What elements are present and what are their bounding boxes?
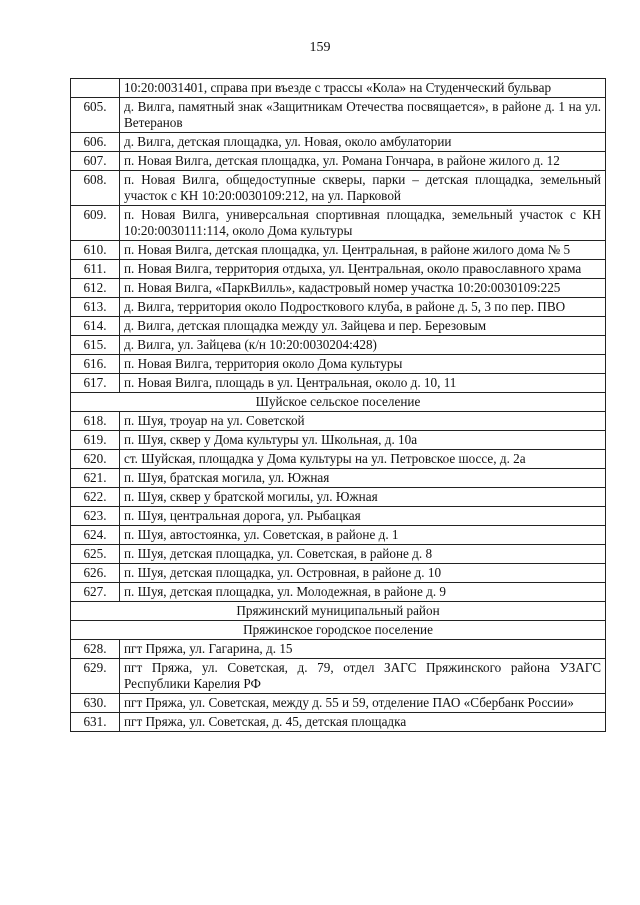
row-number: 626. — [71, 564, 120, 583]
section-heading-row — [71, 393, 606, 412]
row-number: 614. — [71, 317, 120, 336]
table-row — [71, 241, 606, 260]
row-number: 619. — [71, 431, 120, 450]
row-description: п. Шуя, сквер у Дома культуры ул. Школьная, д. 10а — [120, 431, 606, 450]
row-description: п. Шуя, троуар на ул. Советской — [120, 412, 606, 431]
table-row — [71, 133, 606, 152]
row-number: 629. — [71, 659, 120, 694]
row-number: 608. — [71, 171, 120, 206]
table-row — [71, 488, 606, 507]
table-row — [71, 152, 606, 171]
table-row — [71, 374, 606, 393]
table-row — [71, 79, 606, 98]
row-description: д. Вилга, детская площадка между ул. Зайцева и пер. Березовым — [120, 317, 606, 336]
row-description: ст. Шуйская, площадка у Дома культуры на ул. Петровское шоссе, д. 2а — [120, 450, 606, 469]
row-description: п. Шуя, центральная дорога, ул. Рыбацкая — [120, 507, 606, 526]
row-number — [71, 79, 120, 98]
table-row — [71, 336, 606, 355]
table-row — [71, 545, 606, 564]
table-row — [71, 317, 606, 336]
row-description: пгт Пряжа, ул. Советская, между д. 55 и 59, отделение ПАО «Сбербанк России» — [120, 694, 606, 713]
table-row — [71, 507, 606, 526]
row-description: п. Новая Вилга, территория около Дома культуры — [120, 355, 606, 374]
row-description: п. Шуя, братская могила, ул. Южная — [120, 469, 606, 488]
table-row — [71, 98, 606, 133]
row-description: д. Вилга, детская площадка, ул. Новая, около амбулатории — [120, 133, 606, 152]
row-number: 617. — [71, 374, 120, 393]
row-description: п. Новая Вилга, территория отдыха, ул. Центральная, около православного храма — [120, 260, 606, 279]
row-description: д. Вилга, памятный знак «Защитникам Отечества посвящается», в районе д. 1 на ул. Ветеранов — [120, 98, 606, 133]
section-heading: Пряжинский муниципальный район — [71, 602, 606, 621]
section-heading-row — [71, 621, 606, 640]
row-number: 621. — [71, 469, 120, 488]
table-row — [71, 298, 606, 317]
row-description: пгт Пряжа, ул. Советская, д. 45, детская площадка — [120, 713, 606, 732]
row-description: п. Шуя, детская площадка, ул. Островная, в районе д. 10 — [120, 564, 606, 583]
row-description: д. Вилга, территория около Подросткового клуба, в районе д. 5, 3 по пер. ПВО — [120, 298, 606, 317]
row-description: д. Вилга, ул. Зайцева (к/н 10:20:0030204:428) — [120, 336, 606, 355]
row-description: п. Новая Вилга, универсальная спортивная площадка, земельный участок с КН 10:20:0030111:114, около Дома культуры — [120, 206, 606, 241]
places-table — [70, 78, 606, 732]
table-row — [71, 431, 606, 450]
table-row — [71, 694, 606, 713]
table-row — [71, 583, 606, 602]
table-row — [71, 469, 606, 488]
row-number: 612. — [71, 279, 120, 298]
row-number: 609. — [71, 206, 120, 241]
row-description: п. Новая Вилга, «ПаркВилль», кадастровый номер участка 10:20:0030109:225 — [120, 279, 606, 298]
row-description: п. Шуя, сквер у братской могилы, ул. Южная — [120, 488, 606, 507]
row-number: 631. — [71, 713, 120, 732]
table-row — [71, 206, 606, 241]
table-row — [71, 450, 606, 469]
table-row — [71, 412, 606, 431]
table-row — [71, 171, 606, 206]
row-description: 10:20:0031401, справа при въезде с трассы «Кола» на Студенческий бульвар — [120, 79, 606, 98]
table-row — [71, 526, 606, 545]
section-heading-row — [71, 602, 606, 621]
row-number: 610. — [71, 241, 120, 260]
row-number: 622. — [71, 488, 120, 507]
row-number: 613. — [71, 298, 120, 317]
table-row — [71, 279, 606, 298]
table-row — [71, 260, 606, 279]
row-number: 623. — [71, 507, 120, 526]
row-number: 618. — [71, 412, 120, 431]
table-row — [71, 640, 606, 659]
row-number: 615. — [71, 336, 120, 355]
table-row — [71, 564, 606, 583]
row-description: пгт Пряжа, ул. Гагарина, д. 15 — [120, 640, 606, 659]
row-number: 616. — [71, 355, 120, 374]
places-table-body — [71, 79, 606, 732]
row-number: 630. — [71, 694, 120, 713]
row-number: 627. — [71, 583, 120, 602]
section-heading: Пряжинское городское поселение — [71, 621, 606, 640]
row-description: п. Новая Вилга, детская площадка, ул. Романа Гончара, в районе жилого д. 12 — [120, 152, 606, 171]
table-row — [71, 355, 606, 374]
page-number: 159 — [309, 40, 331, 55]
row-number: 620. — [71, 450, 120, 469]
row-number: 611. — [71, 260, 120, 279]
row-description: п. Шуя, автостоянка, ул. Советская, в районе д. 1 — [120, 526, 606, 545]
row-description: п. Новая Вилга, детская площадка, ул. Центральная, в районе жилого дома № 5 — [120, 241, 606, 260]
row-description: п. Новая Вилга, общедоступные скверы, парки – детская площадка, земельный участок с КН 10:20:0030109:212, на ул. Парковой — [120, 171, 606, 206]
row-number: 607. — [71, 152, 120, 171]
row-description: п. Шуя, детская площадка, ул. Советская, в районе д. 8 — [120, 545, 606, 564]
row-number: 625. — [71, 545, 120, 564]
table-row — [71, 659, 606, 694]
row-number: 624. — [71, 526, 120, 545]
row-number: 605. — [71, 98, 120, 133]
section-heading: Шуйское сельское поселение — [71, 393, 606, 412]
row-number: 628. — [71, 640, 120, 659]
row-description: п. Новая Вилга, площадь в ул. Центральная, около д. 10, 11 — [120, 374, 606, 393]
row-description: пгт Пряжа, ул. Советская, д. 79, отдел ЗАГС Пряжинского района УЗАГС Республики Карелия РФ — [120, 659, 606, 694]
row-number: 606. — [71, 133, 120, 152]
table-row — [71, 713, 606, 732]
row-description: п. Шуя, детская площадка, ул. Молодежная, в районе д. 9 — [120, 583, 606, 602]
